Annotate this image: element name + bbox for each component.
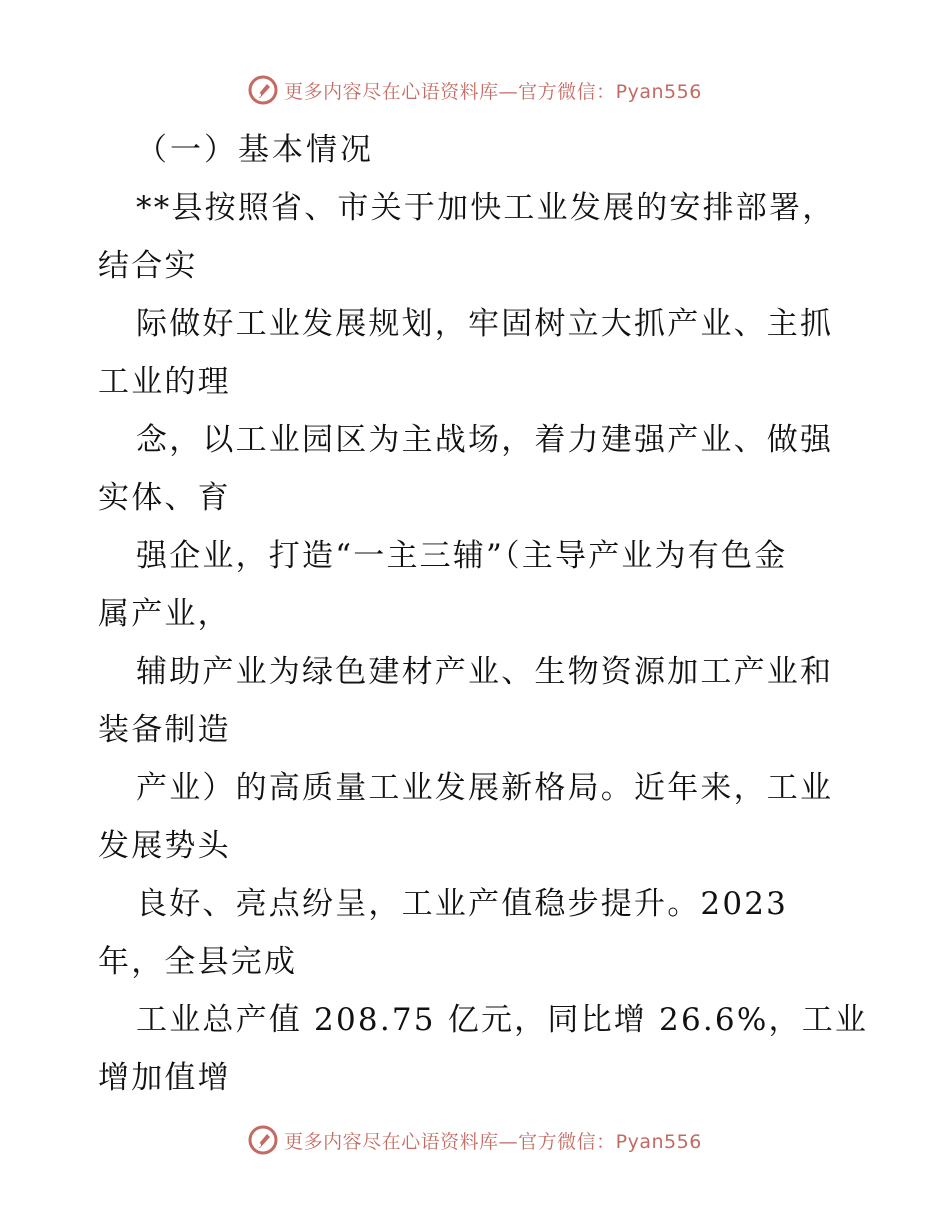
text-line: 结合实 [98,248,198,284]
text-line: 实体、育 [98,480,231,516]
text-line: 年，全县完成 [98,944,298,980]
pen-nib-logo-icon [248,75,278,105]
text-line: 良好、亮点纷呈，工业产值稳步提升。2023 [136,886,789,922]
watermark-text [284,1127,702,1154]
watermark-banner-top [0,68,950,112]
text-line: 强企业，打造“一主三辅”（主导产业为有色金 [136,538,788,574]
text-line: 产业）的高质量工业发展新格局。近年来，工业 [136,770,834,806]
text-line: 属产业， [98,596,231,632]
watermark-banner-bottom [0,1118,950,1162]
watermark-label: 更多内容尽在心语资料库—官方微信： [284,80,616,103]
text-line: 工业的理 [98,364,231,400]
watermark-text [284,77,702,104]
text-line: 辅助产业为绿色建材产业、生物资源加工产业和 [136,654,834,690]
text-line: 工业总产值 208.75 亿元，同比增 26.6%，工业 [136,1002,869,1038]
watermark-wechat-id: Pyan556 [615,1130,702,1153]
document-body [98,121,869,1107]
watermark-label: 更多内容尽在心语资料库—官方微信： [284,1130,616,1153]
text-line: 装备制造 [98,712,231,748]
text-line: 增加值增 [98,1060,231,1096]
section-heading: （一）基本情况 [136,132,374,168]
watermark-wechat-id: Pyan556 [615,80,702,103]
text-line: **县按照省、市关于加快工业发展的安排部署， [136,190,836,226]
pen-nib-logo-icon [248,1125,278,1155]
text-line: 念，以工业园区为主战场，着力建强产业、做强 [136,422,834,458]
text-line: 发展势头 [98,828,231,864]
text-line: 际做好工业发展规划，牢固树立大抓产业、主抓 [136,306,834,342]
